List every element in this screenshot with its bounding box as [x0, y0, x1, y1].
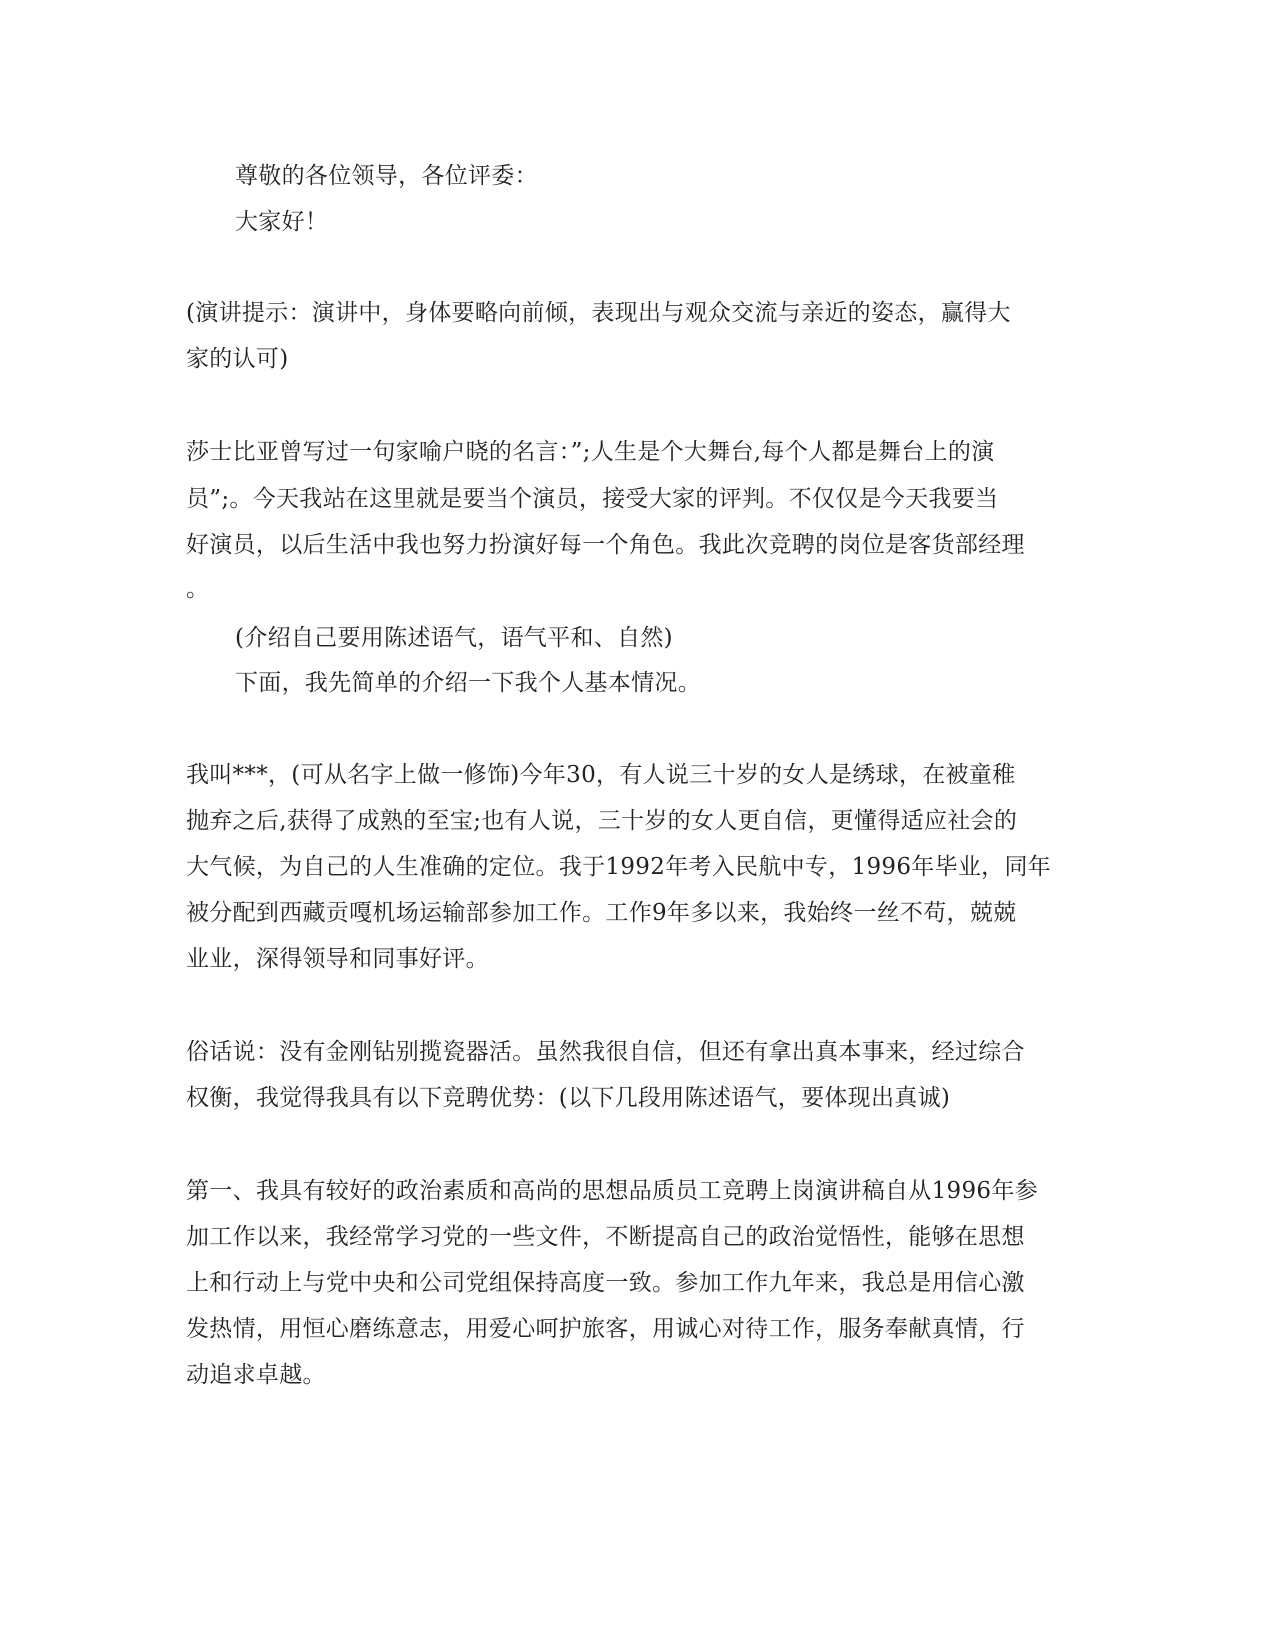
paragraph-shakespeare-line-4: 。 [186, 576, 210, 602]
paragraph-first-advantage-line-5: 动追求卓越。 [186, 1362, 326, 1388]
paragraph-shakespeare-line-2: 员”;。今天我站在这里就是要当个演员，接受大家的评判。不仅仅是今天我要当 [186, 486, 999, 512]
paragraph-self-intro-line-2: 抛弃之后,获得了成熟的至宝;也有人说，三十岁的女人更自信，更懂得适应社会的 [186, 808, 1018, 834]
paragraph-first-advantage-line-3: 上和行动上与党中央和公司党组保持高度一致。参加工作九年来，我总是用信心激 [186, 1270, 1025, 1296]
paragraph-self-intro-line-1: 我叫***，(可从名字上做一修饰)今年30，有人说三十岁的女人是绣球，在被童稚 [186, 762, 1016, 788]
paragraph-first-advantage-line-2: 加工作以来，我经常学习党的一些文件，不断提高自己的政治觉悟性，能够在思想 [186, 1224, 1025, 1250]
paragraph-proverb-line-2: 权衡，我觉得我具有以下竞聘优势：(以下几段用陈述语气，要体现出真诚) [186, 1085, 951, 1111]
salutation-line: 尊敬的各位领导，各位评委： [235, 163, 538, 189]
paragraph-first-advantage-line-4: 发热情，用恒心磨练意志，用爱心呵护旅客，用诚心对待工作，服务奉献真情，行 [186, 1316, 1025, 1342]
intro-tip-line: (介绍自己要用陈述语气，语气平和、自然) [235, 625, 673, 651]
paragraph-shakespeare-line-3: 好演员，以后生活中我也努力扮演好每一个角色。我此次竞聘的岗位是客货部经理 [186, 532, 1025, 558]
paragraph-self-intro-line-4: 被分配到西藏贡嘎机场运输部参加工作。工作9年多以来，我始终一丝不苟，兢兢 [186, 900, 1017, 926]
intro-lead-line: 下面，我先简单的介绍一下我个人基本情况。 [235, 670, 701, 696]
paragraph-shakespeare-line-1: 莎士比亚曾写过一句家喻户晓的名言：”;人生是个大舞台,每个人都是舞台上的演 [186, 439, 995, 465]
paragraph-self-intro-line-5: 业业，深得领导和同事好评。 [186, 946, 489, 972]
speech-tip-line-1: (演讲提示：演讲中，身体要略向前倾，表现出与观众交流与亲近的姿态，赢得大 [186, 300, 1011, 326]
paragraph-proverb-line-1: 俗话说：没有金刚钻别揽瓷器活。虽然我很自信，但还有拿出真本事来，经过综合 [186, 1039, 1025, 1065]
paragraph-first-advantage-line-1: 第一、我具有较好的政治素质和高尚的思想品质员工竞聘上岗演讲稿自从1996年参 [186, 1178, 1038, 1204]
greeting-line: 大家好！ [235, 209, 329, 235]
paragraph-self-intro-line-3: 大气候，为自己的人生准确的定位。我于1992年考入民航中专，1996年毕业，同年 [186, 854, 1052, 880]
speech-tip-line-2: 家的认可) [186, 346, 289, 372]
